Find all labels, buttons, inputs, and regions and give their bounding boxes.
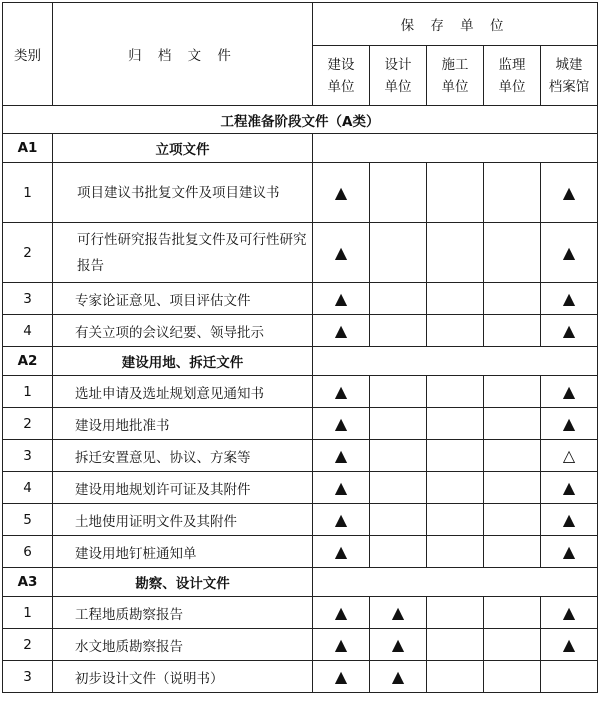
unit-cell [484,408,541,440]
group-code: A3 [3,568,53,597]
unit-cell [541,283,598,315]
group-title: 建设用地、拆迁文件 [53,347,313,376]
filled-triangle-icon: ▲ [562,321,576,340]
unit-cell [484,283,541,315]
item-number: 4 [3,315,53,347]
unit-cell [313,163,370,223]
filled-triangle-icon: ▲ [562,414,576,433]
table-row [3,408,598,440]
unit-cell [313,629,370,661]
unit-cell [313,283,370,315]
unit-cell [427,440,484,472]
unit-cell [541,315,598,347]
table-row [3,376,598,408]
filled-triangle-icon: ▲ [562,478,576,497]
archive-table [2,2,598,693]
item-name: 建设用地批准书 [53,408,313,440]
header-category: 类别 [3,3,53,106]
table-row [3,315,598,347]
unit-cell [541,376,598,408]
item-name: 土地使用证明文件及其附件 [53,504,313,536]
unit-cell [541,408,598,440]
unit-cell [484,376,541,408]
unit-cell [541,223,598,283]
item-name: 初步设计文件（说明书） [53,661,313,693]
table-row [3,440,598,472]
unit-cell [484,315,541,347]
unit-cell [541,536,598,568]
item-name: 项目建议书批复文件及项目建议书 [53,163,313,223]
table-row [3,283,598,315]
item-number: 4 [3,472,53,504]
unit-cell [370,283,427,315]
table-row [3,163,598,223]
filled-triangle-icon: ▲ [334,243,348,262]
filled-triangle-icon: ▲ [334,414,348,433]
group-row [3,347,598,376]
unit-cell [484,163,541,223]
filled-triangle-icon: ▲ [562,542,576,561]
section-title: 工程准备阶段文件（A类） [3,106,598,134]
unit-cell [427,163,484,223]
item-number: 5 [3,504,53,536]
item-number: 1 [3,163,53,223]
group-title: 立项文件 [53,134,313,163]
header-storage-units: 保 存 单 位 [313,3,598,46]
unit-cell [370,163,427,223]
filled-triangle-icon: ▲ [562,510,576,529]
item-number: 1 [3,597,53,629]
header-unit: 施工 单位 [427,46,484,106]
unit-cell [427,536,484,568]
unit-cell [313,536,370,568]
item-number: 2 [3,629,53,661]
unit-cell [484,440,541,472]
hollow-triangle-icon: △ [562,446,576,465]
filled-triangle-icon: ▲ [334,542,348,561]
unit-cell [427,661,484,693]
unit-cell [313,223,370,283]
unit-cell [541,504,598,536]
item-name: 水文地质勘察报告 [53,629,313,661]
unit-cell [427,376,484,408]
unit-cell [484,472,541,504]
header-unit: 城建 档案馆 [541,46,598,106]
table-row [3,661,598,693]
header-unit: 建设 单位 [313,46,370,106]
unit-cell [484,536,541,568]
filled-triangle-icon: ▲ [334,667,348,686]
unit-cell [541,629,598,661]
item-name: 建设用地钉桩通知单 [53,536,313,568]
group-blank [313,568,598,597]
unit-cell [370,408,427,440]
filled-triangle-icon: ▲ [334,510,348,529]
filled-triangle-icon: ▲ [391,667,405,686]
table-row [3,504,598,536]
unit-cell [313,440,370,472]
group-blank [313,347,598,376]
unit-cell [370,629,427,661]
unit-cell [541,472,598,504]
unit-cell [484,223,541,283]
unit-cell [484,629,541,661]
unit-cell [427,315,484,347]
unit-cell [370,223,427,283]
group-code: A1 [3,134,53,163]
filled-triangle-icon: ▲ [334,321,348,340]
item-number: 2 [3,408,53,440]
group-title: 勘察、设计文件 [53,568,313,597]
unit-cell [484,661,541,693]
unit-cell [427,629,484,661]
unit-cell [541,163,598,223]
unit-cell [313,661,370,693]
item-name: 可行性研究报告批复文件及可行性研究报告 [53,223,313,283]
table-row [3,472,598,504]
filled-triangle-icon: ▲ [562,635,576,654]
unit-cell [541,597,598,629]
unit-cell [370,376,427,408]
filled-triangle-icon: ▲ [334,446,348,465]
group-code: A2 [3,347,53,376]
unit-cell [313,597,370,629]
filled-triangle-icon: ▲ [334,183,348,202]
item-name: 有关立项的会议纪要、领导批示 [53,315,313,347]
table-row [3,536,598,568]
filled-triangle-icon: ▲ [334,382,348,401]
unit-cell [427,597,484,629]
item-name: 选址申请及选址规划意见通知书 [53,376,313,408]
item-name: 专家论证意见、项目评估文件 [53,283,313,315]
unit-cell [484,597,541,629]
unit-cell [427,504,484,536]
filled-triangle-icon: ▲ [562,382,576,401]
item-number: 3 [3,440,53,472]
item-name: 建设用地规划许可证及其附件 [53,472,313,504]
item-number: 2 [3,223,53,283]
filled-triangle-icon: ▲ [562,603,576,622]
group-row [3,134,598,163]
filled-triangle-icon: ▲ [334,478,348,497]
filled-triangle-icon: ▲ [391,635,405,654]
item-name: 工程地质勘察报告 [53,597,313,629]
unit-cell [370,504,427,536]
item-name: 拆迁安置意见、协议、方案等 [53,440,313,472]
unit-cell [313,376,370,408]
unit-cell [313,408,370,440]
unit-cell [427,472,484,504]
item-number: 3 [3,283,53,315]
unit-cell [370,472,427,504]
unit-cell [370,315,427,347]
item-number: 6 [3,536,53,568]
item-number: 3 [3,661,53,693]
header-unit: 设计 单位 [370,46,427,106]
unit-cell [541,661,598,693]
unit-cell [370,661,427,693]
filled-triangle-icon: ▲ [562,289,576,308]
filled-triangle-icon: ▲ [562,243,576,262]
unit-cell [427,223,484,283]
header-file-title: 归 档 文 件 [53,3,313,106]
unit-cell [541,440,598,472]
table-row [3,223,598,283]
unit-cell [370,536,427,568]
filled-triangle-icon: ▲ [334,603,348,622]
unit-cell [427,283,484,315]
header-unit: 监理 单位 [484,46,541,106]
unit-cell [313,504,370,536]
filled-triangle-icon: ▲ [562,183,576,202]
table-row [3,597,598,629]
item-number: 1 [3,376,53,408]
unit-cell [370,440,427,472]
unit-cell [313,472,370,504]
group-row [3,568,598,597]
unit-cell [370,597,427,629]
table-row [3,629,598,661]
filled-triangle-icon: ▲ [334,635,348,654]
unit-cell [313,315,370,347]
filled-triangle-icon: ▲ [391,603,405,622]
unit-cell [484,504,541,536]
unit-cell [427,408,484,440]
filled-triangle-icon: ▲ [334,289,348,308]
group-blank [313,134,598,163]
